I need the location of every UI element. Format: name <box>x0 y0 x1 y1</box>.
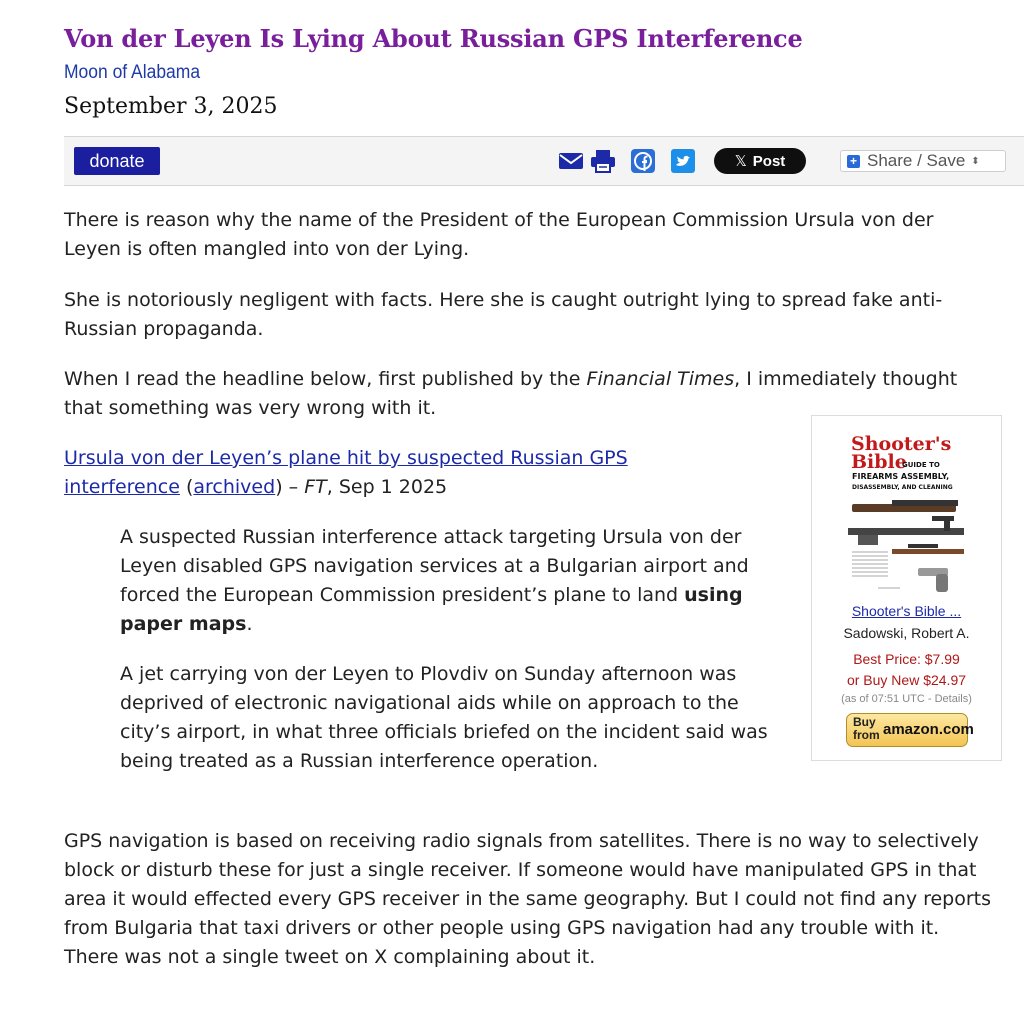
x-post-button[interactable] <box>714 148 806 174</box>
cover-tag: GUIDE TO <box>902 461 940 469</box>
ad-book-author: Sadowski, Robert A. <box>843 625 970 641</box>
source-separator: ) – <box>275 476 305 498</box>
share-toolbar <box>64 136 1024 186</box>
article-title[interactable]: Von der Leyen Is Lying About Russian GPS Interference <box>64 24 803 53</box>
paragraph-1: There is reason why the name of the President of the European Commission Ursula von der Leyen is often mangled into von der Lying. <box>64 209 934 260</box>
amazon-logo-text: amazon.com <box>883 721 974 738</box>
cover-subtitle-2: DISASSEMBLY, AND CLEANING <box>852 484 953 491</box>
email-icon[interactable] <box>558 149 584 173</box>
book-cover-art <box>848 428 970 602</box>
book-cover-image[interactable] <box>848 428 970 602</box>
share-save-label: Share / Save <box>867 151 966 170</box>
paragraph-3-text-b: , I immediately thought that something was very wrong with it. <box>64 368 958 419</box>
blockquote-1 <box>120 523 790 639</box>
updown-chevron-icon: ⬍ <box>971 155 980 167</box>
plus-icon: + <box>847 155 860 168</box>
source-name: FT <box>304 476 327 498</box>
source-link-paragraph <box>64 444 724 502</box>
ad-best-price: Best Price: $7.99 <box>853 651 960 667</box>
paragraph-4: GPS navigation is based on receiving radio signals from satellites. There is no way to selectively block or disturb these for just a single receiver. If someone would have manipulated GPS in that area it would effected every GPS receiver in the same geography. But I could not find any reports from Bulgaria that taxi drivers or other people using GPS navigation had any trouble with it. There was not a single tweet on X complaining about it. <box>64 830 992 968</box>
buy-from-label: Buy from <box>853 715 880 742</box>
source-date: , Sep 1 2025 <box>326 476 448 498</box>
amazon-ad <box>811 415 1002 761</box>
blockquote-1-text-b: . <box>246 613 253 635</box>
cover-subtitle-1: FIREARMS ASSEMBLY, <box>852 472 950 481</box>
source-open-paren: ( <box>179 476 194 498</box>
buy-from-amazon-button[interactable] <box>846 713 974 747</box>
blockquote-1-text-a: A suspected Russian interference attack targeting Ursula von der Leyen disabled GPS navigation services at a Bulgarian airport and forced the European Commission president’s plane to land <box>120 526 749 606</box>
paragraph-2: She is notoriously negligent with facts. Here she is caught outright lying to spread fake anti-Russian propaganda. <box>64 289 943 340</box>
cover-title-line1: Shooter's <box>851 433 952 455</box>
share-save-button[interactable] <box>840 150 1006 172</box>
blockquote-1-bold: using paper maps <box>120 584 743 635</box>
donate-button[interactable]: donate <box>74 147 160 175</box>
archived-link[interactable]: archived <box>193 476 276 498</box>
headline-link[interactable]: Ursula von der Leyen’s plane hit by suspected Russian GPS interference <box>64 447 628 498</box>
blockquote-2: A jet carrying von der Leyen to Plovdiv on Sunday afternoon was deprived of electronic navigational aids while on approach to the city’s airport, in what three officials briefed on the incident said was being treated as a Russian interference operation. <box>120 663 768 772</box>
blog-name[interactable]: Moon of Alabama <box>64 62 201 83</box>
x-logo-icon: 𝕏 <box>734 153 747 170</box>
ad-book-title-link[interactable]: Shooter's Bible ... <box>851 603 962 619</box>
ad-price-note[interactable]: (as of 07:51 UTC - Details) <box>841 693 972 705</box>
article-date: September 3, 2025 <box>64 94 278 119</box>
x-post-label: Post <box>752 152 786 170</box>
twitter-icon[interactable] <box>670 149 696 173</box>
cover-title-line2: Bible <box>851 451 907 473</box>
paragraph-3-text-a: When I read the headline below, first published by the <box>64 368 587 390</box>
paragraph-3-emphasis: Financial Times <box>586 368 735 390</box>
ad-buy-new-price: or Buy New $24.97 <box>846 672 967 688</box>
print-icon[interactable] <box>590 149 616 173</box>
facebook-icon[interactable] <box>630 149 656 173</box>
